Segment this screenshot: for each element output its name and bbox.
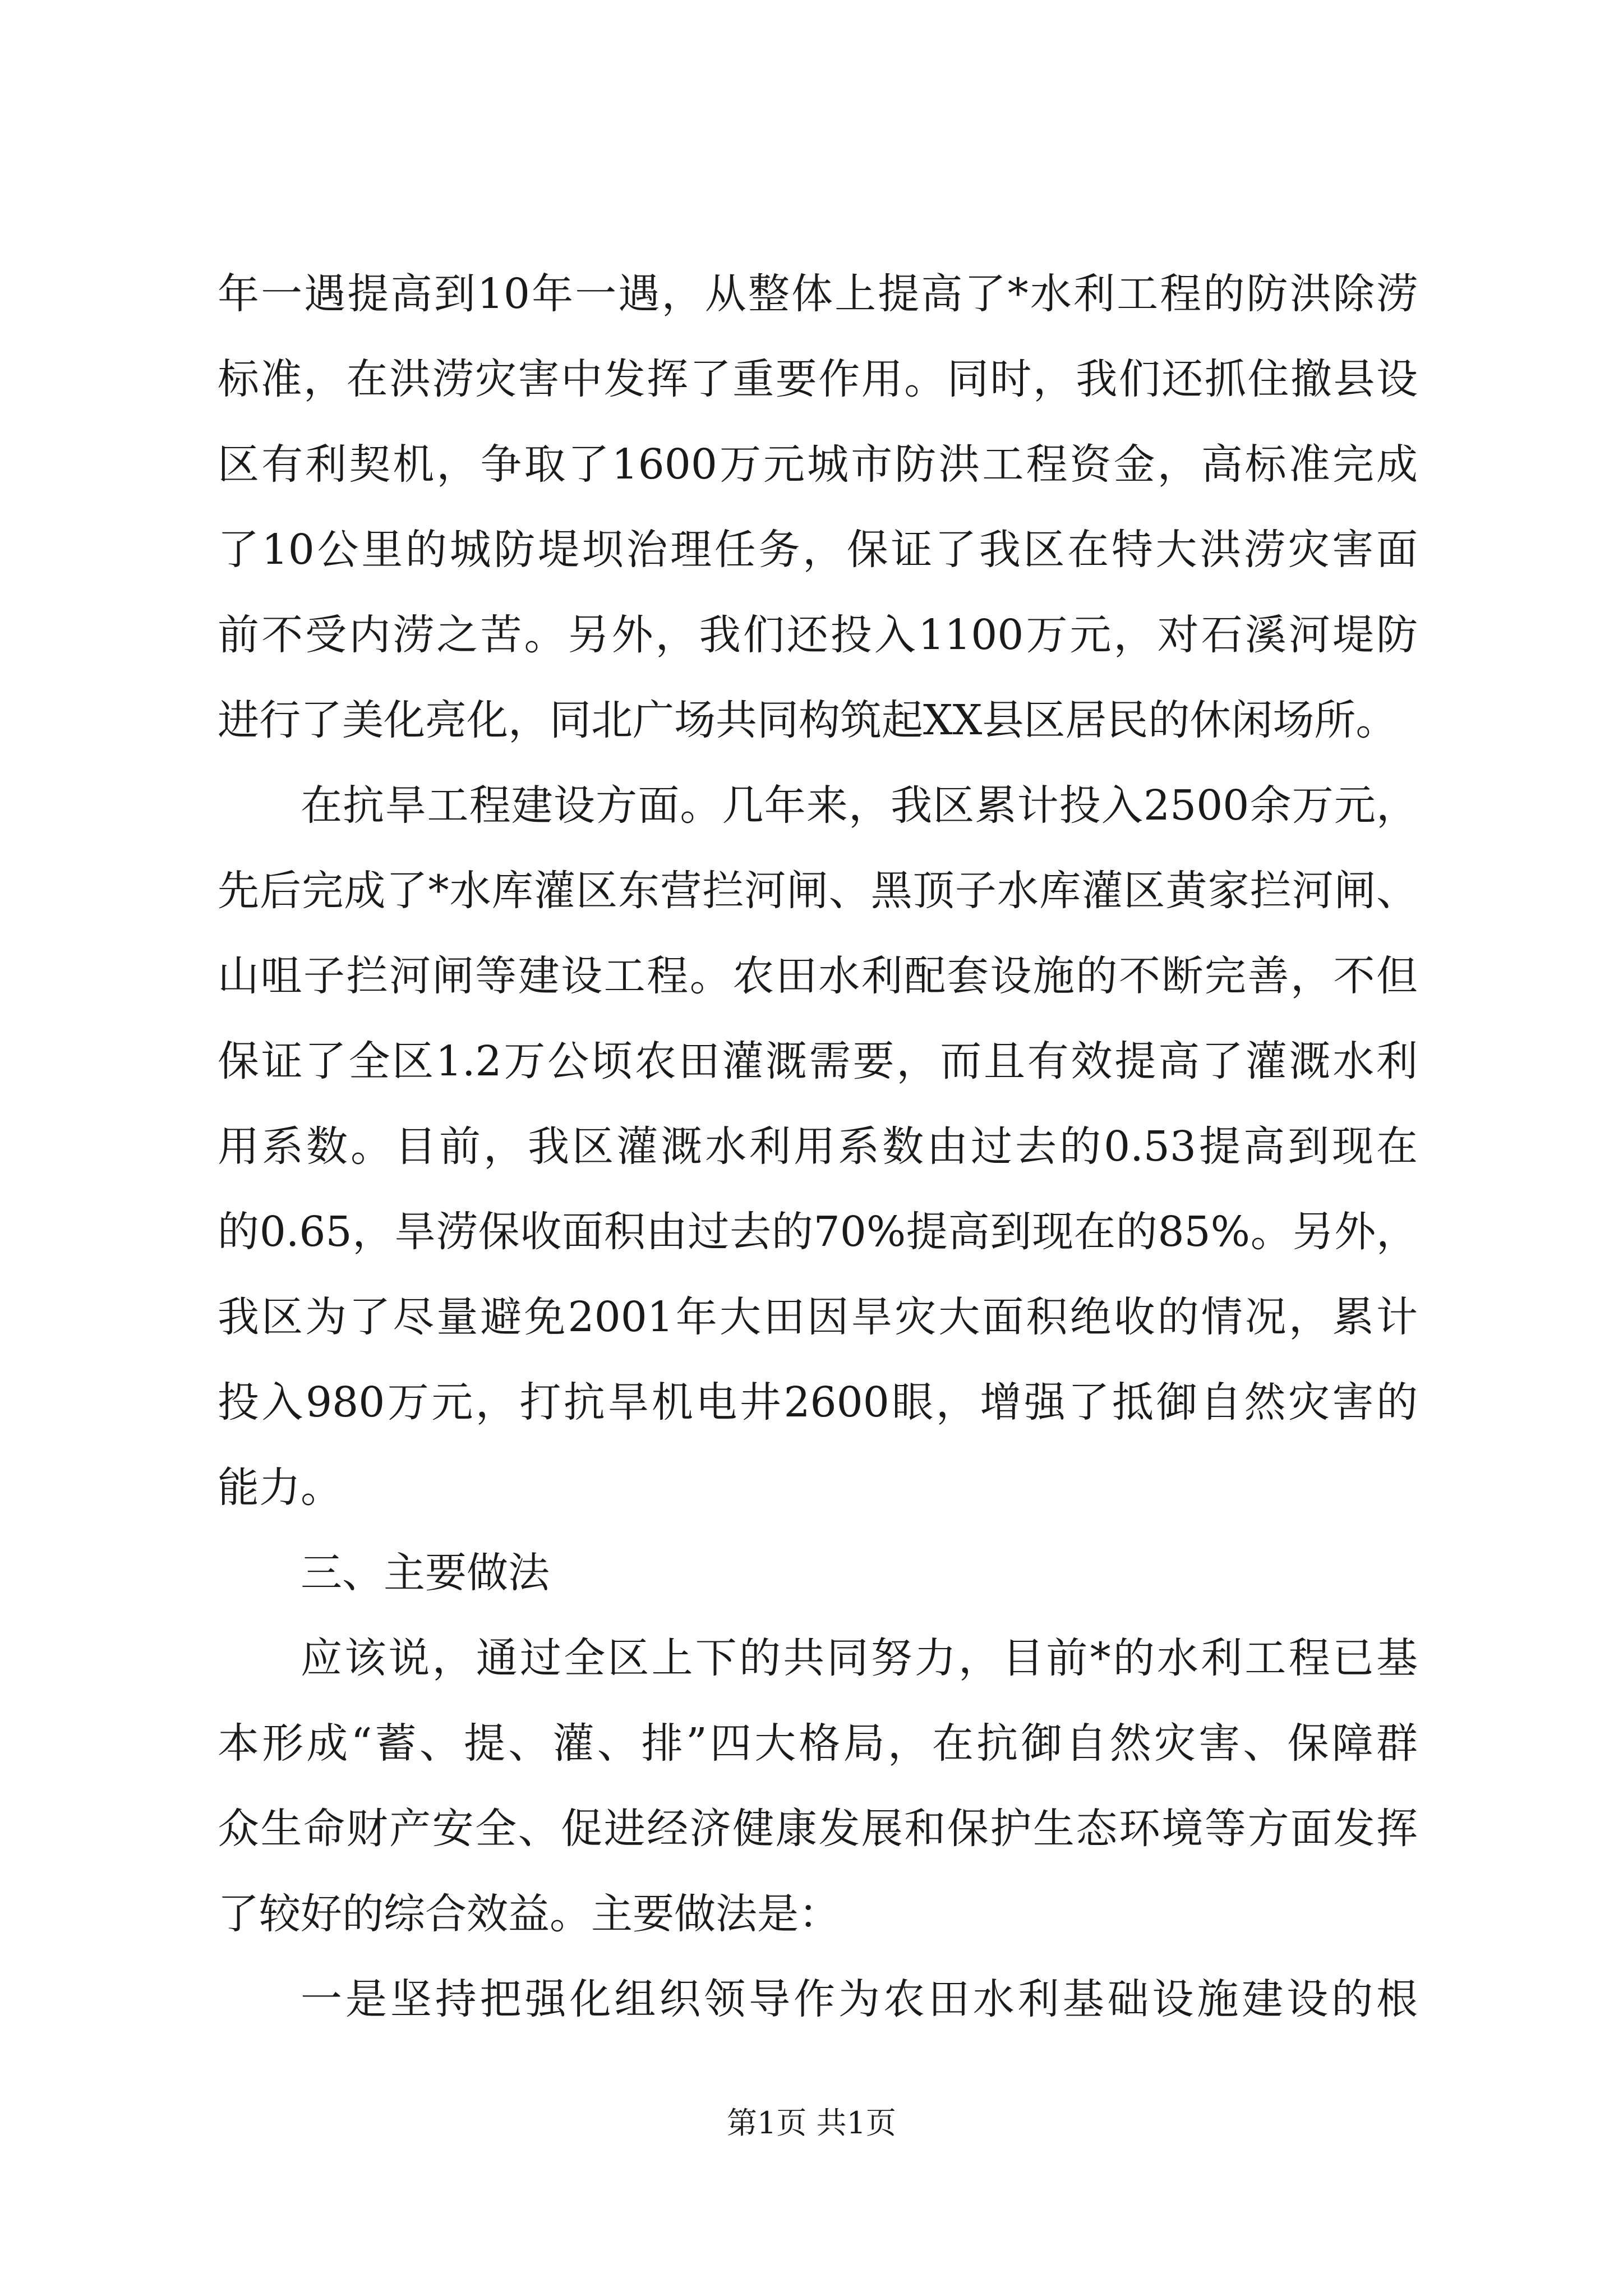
- text-line: 一是坚持把强化组织领导作为农田水利基础设施建设的根: [301, 1975, 1418, 2023]
- page-number-label: 第1页 共1页: [727, 2105, 896, 2141]
- text-line: 的0.65，旱涝保收面积由过去的70%提高到现在的85%。另外，: [218, 1208, 1418, 1256]
- text-line: 应该说，通过全区上下的共同努力，目前*的水利工程已基: [301, 1634, 1418, 1682]
- text-line: 标准，在洪涝灾害中发挥了重要作用。同时，我们还抓住撤县设: [218, 355, 1418, 403]
- text-line: 投入980万元，打抗旱机电井2600眼，增强了抵御自然灾害的: [218, 1378, 1418, 1427]
- text-line: 前不受内涝之苦。另外，我们还投入1100万元，对石溪河堤防: [218, 611, 1418, 659]
- document-body: [218, 251, 1418, 2042]
- text-line: 能力。: [218, 1464, 342, 1512]
- page-footer: [0, 2104, 1623, 2143]
- text-line: 保证了全区1.2万公顷农田灌溉需要，而且有效提高了灌溉水利: [218, 1037, 1418, 1085]
- text-line: 我区为了尽量避免2001年大田因旱灾大面积绝收的情况，累计: [218, 1293, 1418, 1341]
- section-heading: 三、主要做法: [301, 1549, 550, 1597]
- text-line: 山咀子拦河闸等建设工程。农田水利配套设施的不断完善，不但: [218, 952, 1418, 1000]
- text-line: 了较好的综合效益。主要做法是：: [218, 1890, 840, 1938]
- text-line: 区有利契机，争取了1600万元城市防洪工程资金，高标准完成: [218, 440, 1418, 489]
- text-line: 众生命财产安全、促进经济健康发展和保护生态环境等方面发挥: [218, 1805, 1418, 1853]
- text-line: 年一遇提高到10年一遇，从整体上提高了*水利工程的防洪除涝: [218, 270, 1418, 318]
- text-line: 先后完成了*水库灌区东营拦河闸、黑顶子水库灌区黄家拦河闸、: [218, 867, 1418, 915]
- text-line: 本形成“蓄、提、灌、排”四大格局，在抗御自然灾害、保障群: [218, 1719, 1418, 1768]
- text-line: 用系数。目前，我区灌溉水利用系数由过去的0.53提高到现在: [218, 1122, 1418, 1171]
- text-line: 进行了美化亮化，同北广场共同构筑起XX县区居民的休闲场所。: [218, 696, 1398, 744]
- text-line: 在抗旱工程建设方面。几年来，我区累计投入2500余万元，: [301, 781, 1418, 830]
- text-line: 了10公里的城防堤坝治理任务，保证了我区在特大洪涝灾害面: [218, 526, 1418, 574]
